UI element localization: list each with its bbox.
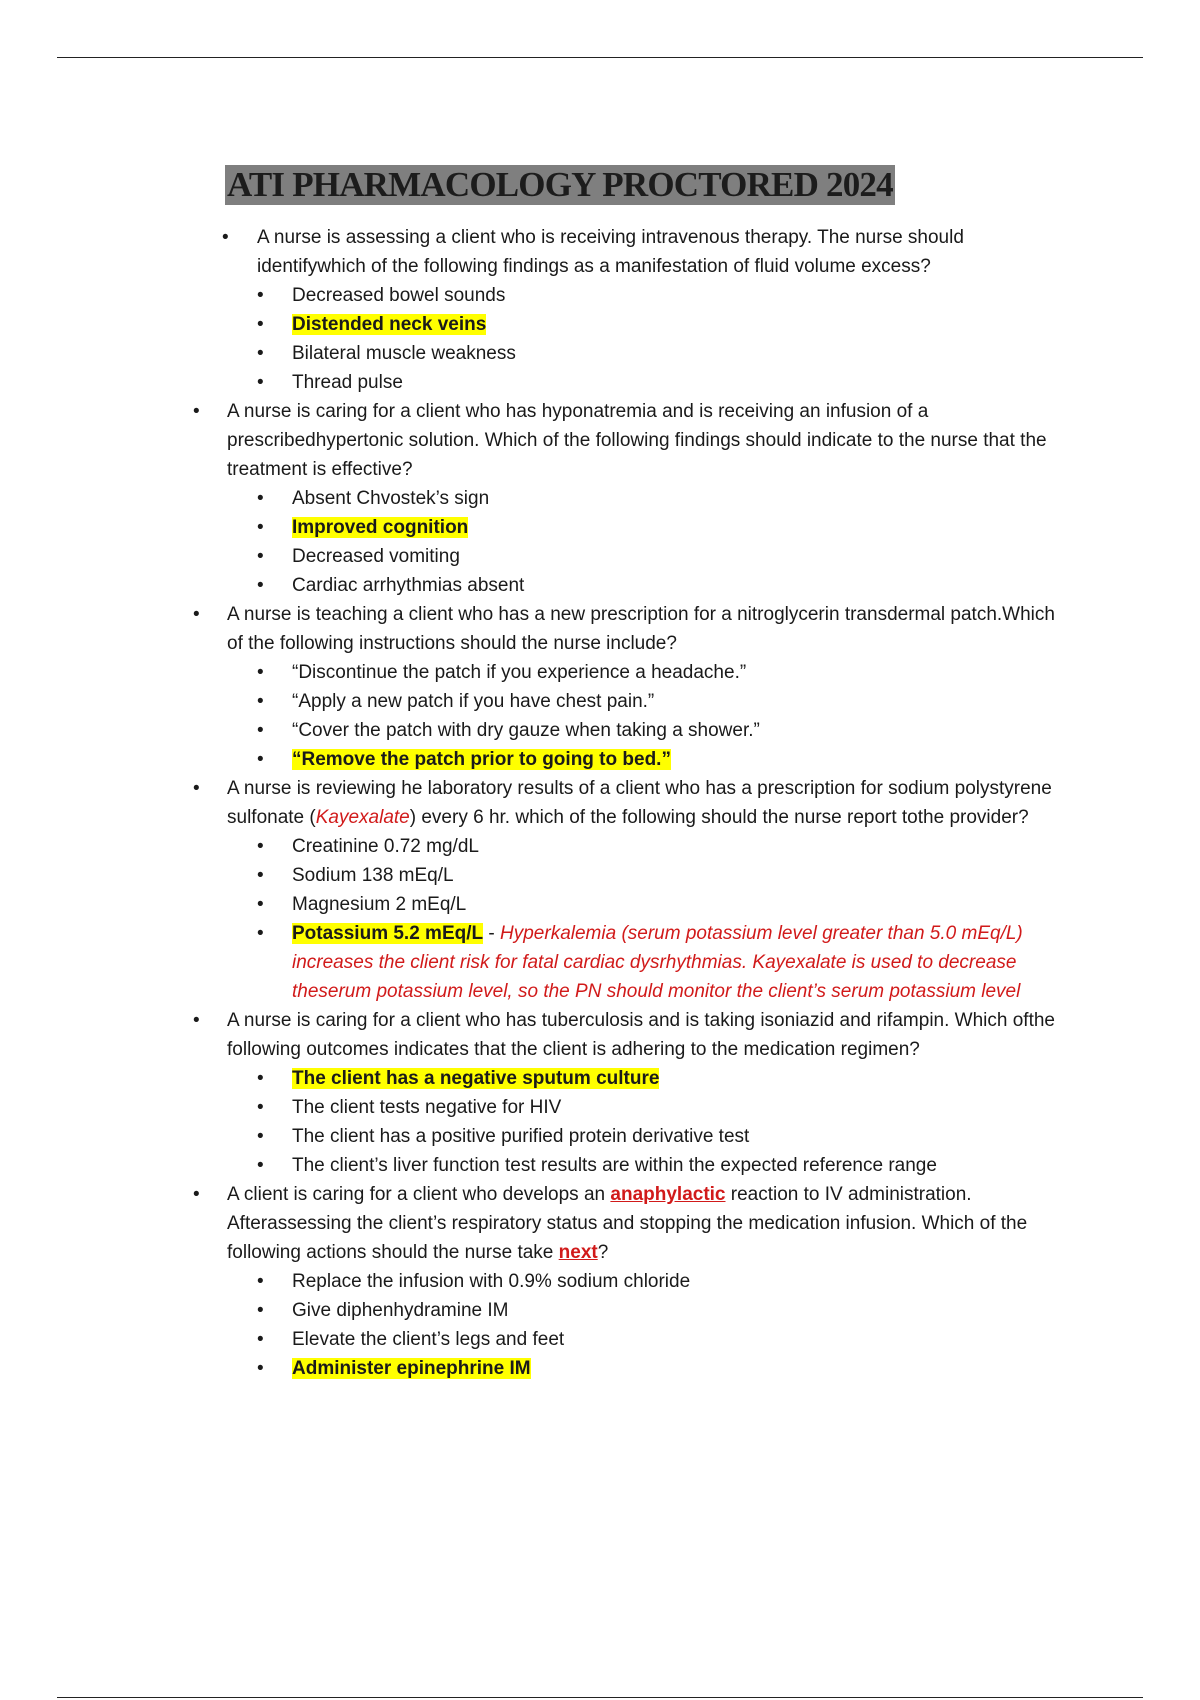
option <box>0 716 1200 745</box>
option-list <box>0 1267 1200 1383</box>
bullet-icon: • <box>257 923 264 944</box>
bullet-icon: • <box>257 1329 264 1350</box>
option <box>0 1151 1200 1180</box>
question-list <box>0 223 1200 1383</box>
answer-explanation: Hyperkalemia (serum potassium level greater than 5.0 mEq/L) increases the client risk for fatal cardiac dysrhythmias. Kayexalate is used to decrease theserum potassium level, so the PN should monitor the client’s serum potassium level <box>292 923 1023 1002</box>
bullet-icon: • <box>193 1184 200 1205</box>
option <box>0 1325 1200 1354</box>
correct-answer-highlight: The client has a negative sputum culture <box>292 1068 660 1089</box>
option-text: The client has a positive purified protein derivative test <box>292 1126 750 1147</box>
bullet-icon: • <box>257 314 264 335</box>
top-rule <box>57 57 1143 58</box>
question-2 <box>0 397 1200 484</box>
bullet-icon: • <box>257 836 264 857</box>
option-list <box>0 484 1200 600</box>
question-text <box>227 1180 1070 1267</box>
bullet-icon: • <box>257 1300 264 1321</box>
question-4 <box>0 774 1200 832</box>
bullet-icon: • <box>193 401 200 422</box>
bullet-icon: • <box>193 604 200 625</box>
option-correct <box>0 513 1200 542</box>
option-text: “Apply a new patch if you have chest pain.” <box>292 691 655 712</box>
option-text: Magnesium 2 mEq/L <box>292 894 467 915</box>
option <box>0 1122 1200 1151</box>
option-text: “Discontinue the patch if you experience a headache.” <box>292 662 747 683</box>
keyword-anaphylactic: anaphylactic <box>610 1184 726 1205</box>
option-text: Bilateral muscle weakness <box>292 343 516 364</box>
question-text-part: A client is caring for a client who develops an <box>227 1184 611 1205</box>
option <box>0 542 1200 571</box>
option-correct <box>0 310 1200 339</box>
option <box>0 1093 1200 1122</box>
option-text: “Cover the patch with dry gauze when taking a shower.” <box>292 720 760 741</box>
bottom-rule <box>57 1697 1143 1698</box>
bullet-icon: • <box>257 575 264 596</box>
bullet-icon: • <box>257 488 264 509</box>
question-text-part: reaction to IV administration. Afterassessing the client’s respiratory status and stopping the medication infusion. Which of the following actions should the nurse take <box>227 1184 1028 1263</box>
question-text: A nurse is assessing a client who is receiving intravenous therapy. The nurse should identifywhich of the following findings as a manifestation of fluid volume excess? <box>257 227 964 277</box>
correct-answer-highlight: Distended neck veins <box>292 314 487 335</box>
bullet-icon: • <box>193 1010 200 1031</box>
question-text-part: A nurse is reviewing he laboratory results of a client who has a prescription for sodium polystyrene sulfonate ( <box>227 778 1052 828</box>
option <box>0 571 1200 600</box>
bullet-icon: • <box>257 546 264 567</box>
option-text: Absent Chvostek’s sign <box>292 488 490 509</box>
option <box>0 890 1200 919</box>
option-correct <box>0 1354 1200 1383</box>
option-text: Thread pulse <box>292 372 403 393</box>
bullet-icon: • <box>257 1358 264 1379</box>
answer-separator: - <box>483 923 501 944</box>
question-text-part: ? <box>597 1242 609 1263</box>
bullet-icon: • <box>257 343 264 364</box>
option <box>0 1267 1200 1296</box>
correct-answer-highlight: Improved cognition <box>292 517 469 538</box>
question-text <box>227 774 1070 832</box>
document-title: ATI PHARMACOLOGY PROCTORED 2024 <box>227 165 893 204</box>
bullet-icon: • <box>257 1126 264 1147</box>
option-list <box>0 658 1200 774</box>
bullet-icon: • <box>193 778 200 799</box>
drug-brand-name: Kayexalate <box>315 807 410 828</box>
question-text: A nurse is caring for a client who has tuberculosis and is taking isoniazid and rifampin. Which ofthe following outcomes indicates that the client is adhering to the medication regimen? <box>227 1010 1055 1060</box>
option-text: Decreased bowel sounds <box>292 285 506 306</box>
bullet-icon: • <box>257 517 264 538</box>
bullet-icon: • <box>257 1097 264 1118</box>
option-text: Elevate the client’s legs and feet <box>292 1329 565 1350</box>
option-list <box>0 281 1200 397</box>
question-text: A nurse is teaching a client who has a new prescription for a nitroglycerin transdermal patch.Which of the following instructions should the nurse include? <box>227 604 1055 654</box>
correct-answer-highlight: “Remove the patch prior to going to bed.” <box>292 749 671 770</box>
option <box>0 368 1200 397</box>
bullet-icon: • <box>257 865 264 886</box>
option-text: Replace the infusion with 0.9% sodium chloride <box>292 1271 691 1292</box>
question-1 <box>0 223 1200 281</box>
option-text: Decreased vomiting <box>292 546 460 567</box>
correct-answer-highlight: Potassium 5.2 mEq/L <box>292 923 484 944</box>
option <box>0 1296 1200 1325</box>
option <box>0 832 1200 861</box>
option <box>0 658 1200 687</box>
question-text: A nurse is caring for a client who has hyponatremia and is receiving an infusion of a prescribedhypertonic solution. Which of the following findings should indicate to the nurse that the treatment is effective? <box>227 401 1047 480</box>
question-text-part: ) every 6 hr. which of the following should the nurse report tothe provider? <box>409 807 1029 828</box>
option <box>0 339 1200 368</box>
bullet-icon: • <box>257 1068 264 1089</box>
keyword-next: next <box>558 1242 598 1263</box>
option-list <box>0 1064 1200 1180</box>
option-text: Give diphenhydramine IM <box>292 1300 509 1321</box>
option <box>0 861 1200 890</box>
bullet-icon: • <box>222 227 229 248</box>
option-text: Cardiac arrhythmias absent <box>292 575 525 596</box>
correct-answer-highlight: Administer epinephrine IM <box>292 1358 531 1379</box>
bullet-icon: • <box>257 662 264 683</box>
bullet-icon: • <box>257 1271 264 1292</box>
question-6 <box>0 1180 1200 1267</box>
question-5 <box>0 1006 1200 1064</box>
bullet-icon: • <box>257 691 264 712</box>
option-text: The client tests negative for HIV <box>292 1097 562 1118</box>
option-correct <box>0 1064 1200 1093</box>
option-text: Sodium 138 mEq/L <box>292 865 454 886</box>
bullet-icon: • <box>257 720 264 741</box>
option-list <box>0 832 1200 1006</box>
bullet-icon: • <box>257 1155 264 1176</box>
option-text: The client’s liver function test results are within the expected reference range <box>292 1155 937 1176</box>
question-3 <box>0 600 1200 658</box>
option <box>0 687 1200 716</box>
bullet-icon: • <box>257 749 264 770</box>
option <box>0 281 1200 310</box>
bullet-icon: • <box>257 372 264 393</box>
option-correct <box>0 745 1200 774</box>
option <box>0 484 1200 513</box>
bullet-icon: • <box>257 894 264 915</box>
option-correct <box>0 919 1200 1006</box>
option-text: Creatinine 0.72 mg/dL <box>292 836 479 857</box>
bullet-icon: • <box>257 285 264 306</box>
